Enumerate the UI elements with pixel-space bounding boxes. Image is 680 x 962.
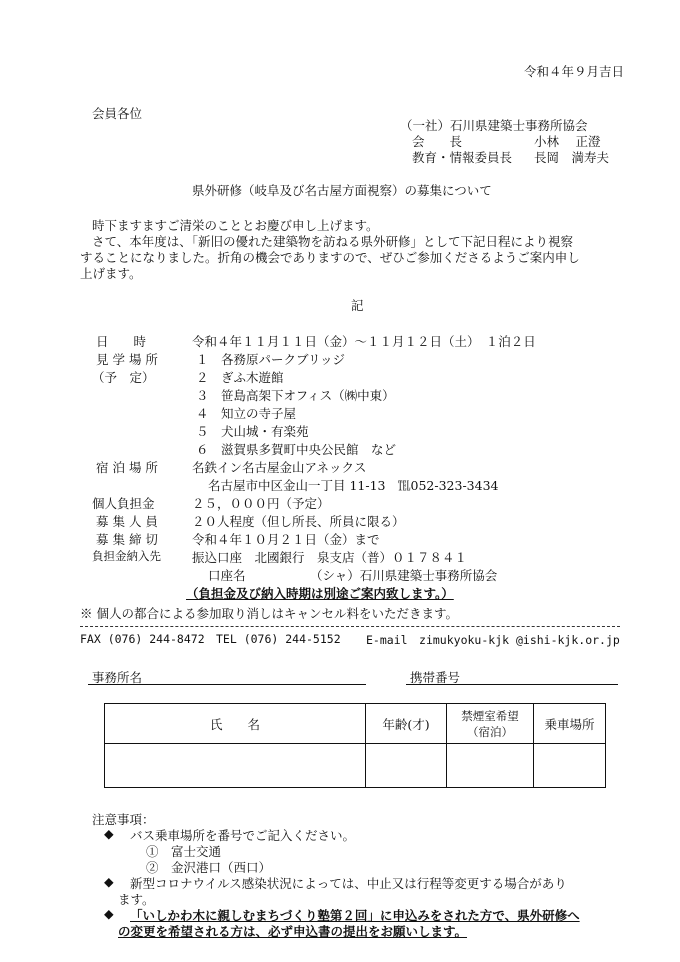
office-name-label: 事務所名 <box>92 670 143 685</box>
boarding-option: ① 富士交通 <box>146 844 222 859</box>
note-bus-boarding: バス乗車場所を番号でご記入ください。 <box>130 828 356 843</box>
col-name: 氏 名 <box>105 704 366 744</box>
fee-value: ２５，０００円（予定） <box>192 496 330 511</box>
col-room-line1: 禁煙室希望 <box>461 708 519 723</box>
visit-item: ６ 滋賀県多賀町中央公民館 など <box>196 442 397 457</box>
visit-item: ４ 知立の寺子屋 <box>196 406 297 421</box>
col-room-line2: （宿泊） <box>467 724 513 739</box>
intro-line: 時下ますますご清栄のこととお慶び申し上げます。 <box>92 218 379 233</box>
deadline-value: 令和４年１０月２１日（金）まで <box>192 532 380 547</box>
capacity-label: 募 集 人 員 <box>96 514 158 529</box>
sender1-name: 小林 正澄 <box>534 134 601 149</box>
date-value: 令和４年１１月１１日（金）～１１月１２日（土） １泊２日 <box>192 334 536 349</box>
lodging-label: 宿 泊 場 所 <box>96 460 158 475</box>
office-name-field[interactable] <box>88 684 366 685</box>
lodging-name: 名鉄イン名古屋金山アネックス <box>192 460 367 475</box>
page-title: 県外研修（岐阜及び名古屋方面視察）の募集について <box>192 183 492 198</box>
fee-label: 個人負担金 <box>92 496 155 511</box>
capacity-value: ２０人程度（但し所長、所員に限る） <box>192 514 405 529</box>
visit-item: ５ 犬山城・有楽苑 <box>196 424 309 439</box>
notes-heading: 注意事項： <box>92 812 155 827</box>
contact-email: E-mail zimukyoku-kjk @ishi-kjk.or.jp <box>366 633 620 647</box>
sender1-title: 会 長 <box>412 134 463 149</box>
visit-item: ２ ぎふ木遊館 <box>196 370 284 385</box>
visit-sublabel: （予 定） <box>92 370 155 385</box>
note-covid-cont: ます。 <box>118 892 155 907</box>
account-label: 口座名 <box>208 568 246 583</box>
boarding-input-cell[interactable] <box>534 744 606 788</box>
bullet-icon: ◆ <box>104 826 114 841</box>
visit-item: ３ 笹島高架下オフィス（㈱中東） <box>196 388 395 403</box>
intro-line: さて、本年度は、「新旧の優れた建築物を訪ねる県外研修」として下記日程により視察 <box>92 234 574 249</box>
visit-item: １ 各務原パークブリッジ <box>196 352 346 367</box>
name-input-cell[interactable] <box>105 744 366 788</box>
payment-note: （負担金及び納入時期は別途ご案内致します。） <box>186 586 454 601</box>
cancel-note: ※ 個人の都合による参加取り消しはキャンセル料をいただきます。 <box>80 606 458 621</box>
note-juku-application-cont: の変更を希望される方は、必ず申込書の提出をお願いします。 <box>118 924 468 939</box>
table-row <box>105 744 606 788</box>
date-label: 日 時 <box>96 334 147 349</box>
col-age: 年齢(才) <box>366 704 447 744</box>
contact-tel: TEL (076) 244-5152 <box>216 632 341 646</box>
sender2-name: 長岡 満寿夫 <box>534 150 610 165</box>
participant-table <box>104 703 606 788</box>
payment-value: 振込口座 北國銀行 泉支店（普）０１７８４１ <box>192 550 468 565</box>
issue-date: 令和４年９月吉日 <box>524 64 625 79</box>
intro-line: することになりました。折角の機会でありますので、ぜひご参加くださるようご案内申し <box>80 250 580 265</box>
col-nonsmoking-room <box>447 704 534 744</box>
bullet-icon: ◆ <box>104 906 114 921</box>
deadline-label: 募 集 締 切 <box>96 532 158 547</box>
sender-organization: （一社）石川県建築士事務所協会 <box>400 118 588 133</box>
col-boarding: 乗車場所 <box>534 704 606 744</box>
ki-heading: 記 <box>351 298 364 313</box>
intro-line: 上げます。 <box>80 266 142 281</box>
addressee: 会員各位 <box>92 106 143 121</box>
payment-label: 負担金納入先 <box>92 549 161 563</box>
room-input-cell[interactable] <box>447 744 534 788</box>
bullet-icon: ◆ <box>104 874 114 889</box>
boarding-option: ② 金沢港口（西口） <box>146 860 272 875</box>
mobile-number-field[interactable] <box>406 684 618 685</box>
mobile-number-label: 携帯番号 <box>410 670 461 685</box>
table-header-row <box>105 704 606 744</box>
note-covid: 新型コロナウイルス感染状況によっては、中止又は行程等変更する場合があり <box>130 876 567 891</box>
account-value: （シャ）石川県建築士事務所協会 <box>310 568 498 583</box>
age-input-cell[interactable] <box>366 744 447 788</box>
note-juku-application: 「いしかわ木に親しむまちづくり塾第２回」に申込みをされた方で、県外研修へ <box>130 908 580 923</box>
visit-label: 見 学 場 所 <box>96 352 158 367</box>
lodging-address: 名古屋市中区金山一丁目 11-13 ℡052-323-3434 <box>208 478 499 493</box>
sender2-title: 教育・情報委員長 <box>412 150 513 165</box>
cut-line <box>80 626 620 627</box>
contact-fax: FAX (076) 244-8472 <box>80 632 205 646</box>
